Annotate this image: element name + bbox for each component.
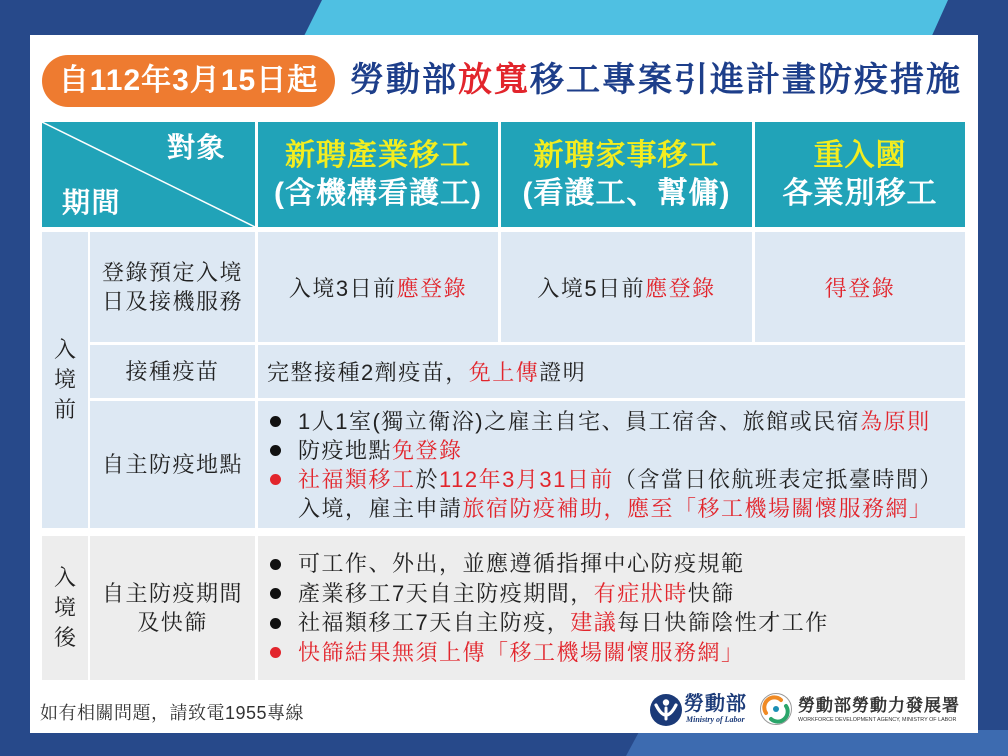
ministry-of-labor-logo-icon [649, 693, 683, 727]
bullet-item [258, 608, 965, 638]
title-highlight: 放寬 [458, 61, 530, 99]
vaccination-label-cell [90, 345, 255, 398]
cell-emphasis: 應登錄 [645, 275, 716, 301]
bullet-emphasis: 快篩結果無須上傳「移工機場關懷服務網」 [298, 639, 745, 665]
row-label-line: 自主防疫期間 [101, 581, 243, 606]
ministry-of-labor-logo-english: Ministry of Labor [686, 715, 745, 724]
workforce-agency-logo-icon [759, 692, 793, 726]
bullet-text: 1人1室(獨立衛浴)之雇主自宅、員工宿舍、旅館或民宿 [298, 409, 861, 434]
header-target-label: 對象 [167, 132, 227, 163]
registration-domestic-cell [501, 232, 752, 342]
quarantine-site-label-cell [90, 401, 255, 528]
bullet-item [258, 579, 965, 609]
bullet-text: 可工作、外出，並應遵循指揮中心防疫規範 [298, 551, 745, 576]
bullet-icon [270, 618, 281, 629]
period-label: 入境後 [53, 565, 76, 650]
column-note: 各業別移工 [782, 176, 938, 210]
bullet-emphasis: 為原則 [860, 409, 931, 434]
vaccination-cell [258, 345, 965, 398]
bullet-item [258, 638, 965, 668]
bullet-continuation [258, 494, 965, 523]
title-prefix: 勞動部 [350, 61, 458, 99]
bullet-emphasis: 免登錄 [392, 438, 463, 463]
row-label-line: 登錄預定入境 [101, 260, 243, 285]
cell-text: 完整接種2劑疫苗， [267, 360, 469, 385]
page-title [350, 57, 962, 103]
column-name: 新聘家事移工 [533, 138, 720, 172]
quarantine-testing-cell [258, 536, 965, 680]
registration-reentry-cell [755, 232, 965, 342]
header-period-label: 期間 [62, 187, 122, 218]
bullet-emphasis: 旅宿防疫補助，應至「移工機場關懷服務網」 [462, 496, 933, 521]
header-new-industrial-workers [258, 122, 498, 227]
bullet-icon [270, 647, 281, 658]
bullet-text: （含當日依航班表定抵臺時間） [613, 467, 943, 492]
title-suffix: 移工專案引進計畫防疫措施 [530, 61, 962, 99]
bullet-text: 防疫地點 [298, 438, 393, 463]
bullet-item [258, 549, 965, 579]
cell-emphasis: 應登錄 [396, 275, 468, 301]
bullet-text: 產業移工7天自主防疫期間， [298, 580, 594, 606]
workforce-agency-logo-name: 勞動部勞動力發展署 [798, 696, 960, 715]
quarantine-site-cell [258, 401, 965, 528]
registration-label-cell [90, 232, 255, 342]
row-label-line: 及快篩 [137, 610, 208, 635]
bullet-icon [270, 416, 281, 427]
column-name: 新聘產業移工 [285, 138, 471, 172]
cell-text: 證明 [539, 360, 587, 385]
bullet-icon [270, 474, 281, 485]
bullet-emphasis: 社福類移工 [298, 467, 416, 492]
contact-note: 如有相關問題，請致電1955專線 [40, 703, 305, 723]
before-entry-period-cell [42, 232, 88, 528]
background-stripe-bottom [626, 730, 1008, 756]
bullet-emphasis: 建議 [570, 610, 618, 635]
column-name: 重入國 [813, 138, 907, 172]
bullet-text: 於 [415, 467, 440, 492]
bullet-item [258, 436, 965, 465]
bullet-emphasis: 有症狀時 [593, 580, 688, 606]
header-new-domestic-workers [501, 122, 752, 227]
bullet-icon [270, 445, 281, 456]
period-label: 入境前 [53, 337, 76, 422]
cell-emphasis: 免上傳 [468, 360, 540, 385]
registration-industrial-cell [258, 232, 498, 342]
quarantine-testing-label-cell [90, 536, 255, 680]
bullet-text: 每日快篩陰性才工作 [617, 610, 829, 635]
column-note: (看護工、幫傭) [522, 176, 731, 210]
row-label-line: 日及接機服務 [101, 289, 243, 314]
cell-text: 入境5日前 [537, 275, 646, 301]
header-reentry-workers [755, 122, 965, 227]
row-label-line: 接種疫苗 [125, 359, 220, 384]
row-label-line: 自主防疫地點 [101, 452, 243, 477]
bullet-item [258, 465, 965, 494]
ministry-of-labor-logo-name: 勞動部 [684, 693, 747, 715]
cell-emphasis: 得登錄 [824, 275, 896, 301]
workforce-agency-logo-english: WORKFORCE DEVELOPMENT AGENCY, MINISTRY OF LABOR [798, 717, 957, 723]
bullet-icon [270, 559, 281, 570]
bullet-text: 入境，雇主申請 [298, 496, 463, 521]
bullet-text: 社福類移工7天自主防疫， [298, 610, 571, 635]
cell-text: 入境3日前 [288, 275, 397, 301]
bullet-text: 快篩 [687, 580, 735, 606]
bullet-emphasis: 112年3月31日前 [439, 467, 614, 492]
background-stripe-top [302, 0, 948, 40]
bullet-icon [270, 588, 281, 599]
column-note: (含機構看護工) [274, 176, 482, 210]
after-entry-period-cell [42, 536, 88, 680]
bullet-item [258, 407, 965, 436]
header-corner-cell [42, 122, 255, 227]
effective-date-badge: 自112年3月15日起 [42, 55, 335, 107]
